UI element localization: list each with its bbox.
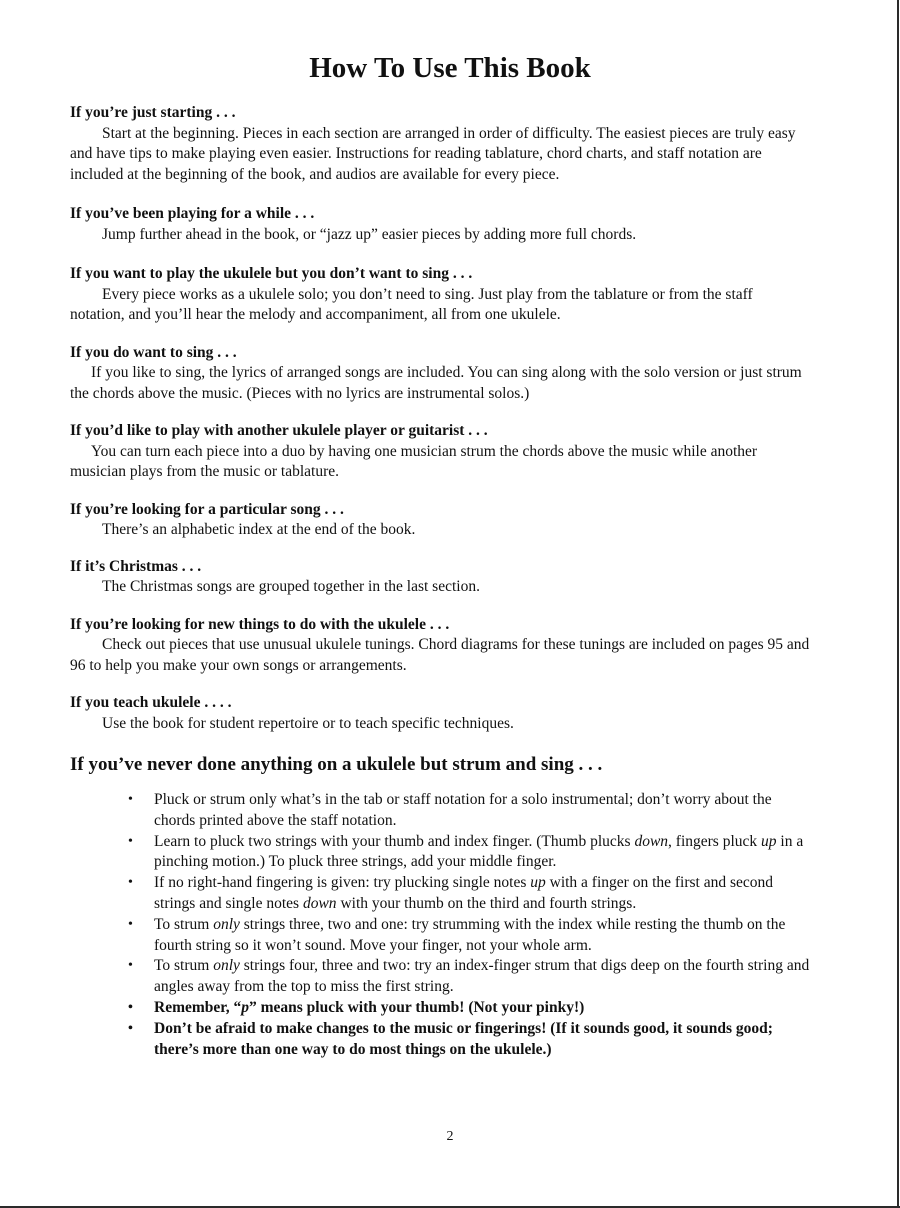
bullet-icon: •: [128, 916, 133, 932]
section-heading: If you’re just starting . . .: [70, 104, 236, 121]
tip-text: strings three, two and one: try strumming with the index while resting the thumb on the fourth string so it won’t sound. Move your finger, not your whole arm.: [154, 915, 786, 954]
page-title: How To Use This Book: [309, 52, 591, 84]
bullet-icon: •: [128, 999, 133, 1015]
section-new-things: [70, 615, 810, 677]
tip-text: Don’t be afraid to make changes to the music or fingerings! (If it sounds good, it sounds good; there’s more than one way to do most things on the ukulele.): [154, 1019, 773, 1058]
section-particular-song: [70, 500, 810, 541]
section-body: Check out pieces that use unusual ukulele tunings. Chord diagrams for these tunings are included on pages 95 and 96 to help you make your own songs or arrangements.: [70, 636, 810, 674]
section-heading: If you’re looking for new things to do with the ukulele . . .: [70, 615, 450, 633]
tip-text: in a pinching motion.) To pluck three strings, add your middle finger.: [154, 832, 804, 871]
section-body: Use the book for student repertoire or to teach specific techniques.: [102, 714, 514, 732]
page-content: [70, 103, 810, 1060]
section-body: Start at the beginning. Pieces in each section are arranged in order of difficulty. The easiest pieces are truly easy and have tips to make playing even easier. Instructions for reading tablature, chord charts, and staff notation are included at the beginning of the book, and audios are available for every piece.: [70, 124, 796, 183]
tip-item: [128, 956, 810, 998]
section-heading: If it’s Christmas . . .: [70, 557, 202, 575]
bullet-icon: •: [128, 833, 133, 849]
tip-text: If no right-hand fingering is given: try plucking single notes: [154, 874, 531, 892]
tip-item: [128, 790, 810, 832]
tip-item: [128, 873, 810, 915]
section-heading: If you teach ukulele . . . .: [70, 694, 232, 711]
tip-text: ” means pluck with your thumb! (Not your pinky!): [248, 998, 585, 1016]
section-heading: If you do want to sing . . .: [70, 343, 237, 361]
tips-list: [70, 790, 810, 1060]
section-play-with-another: [70, 421, 810, 483]
section-heading: If you want to play the ukulele but you don’t want to sing . . .: [70, 265, 473, 282]
tip-emphasis: p: [241, 998, 249, 1016]
section-heading: If you’d like to play with another ukulele player or guitarist . . .: [70, 422, 488, 439]
tip-emphasis: down: [634, 832, 669, 850]
section-just-starting: [70, 103, 810, 185]
section-dont-want-to-sing: [70, 264, 810, 326]
tip-text: with a finger on the first and second strings and single notes: [154, 874, 774, 912]
tip-emphasis: only: [213, 915, 240, 933]
bullet-icon: •: [128, 958, 133, 974]
section-body: If you like to sing, the lyrics of arranged songs are included. You can sing along with the solo version or just strum the chords above the music. (Pieces with no lyrics are instrumental solos.): [70, 364, 802, 402]
page-edge-right: [897, 0, 899, 1208]
tip-emphasis: up: [530, 874, 546, 892]
section-body: Every piece works as a ukulele solo; you don’t need to sing. Just play from the tablature or from the staff notation, and you’ll hear the melody and accompaniment, all from one ukulele.: [70, 285, 753, 323]
tip-item: [128, 915, 810, 957]
tip-item: [128, 998, 810, 1019]
section-body: You can turn each piece into a duo by having one musician strum the chords above the music while another musician plays from the music or tablature.: [70, 442, 758, 480]
tip-emphasis: up: [761, 832, 777, 850]
section-body: The Christmas songs are grouped together in the last section.: [102, 578, 480, 595]
strum-and-sing-heading: If you’ve never done anything on a ukulele but strum and sing . . .: [70, 754, 603, 775]
tip-text: , fingers pluck: [668, 832, 762, 850]
section-playing-a-while: [70, 204, 810, 245]
tip-text: strings four, three and two: try an index-finger strum that digs deep on the fourth string and angles away from the top to miss the first string.: [154, 957, 810, 996]
section-christmas: [70, 557, 810, 598]
tip-item: [128, 832, 810, 874]
tip-text: Pluck or strum only what’s in the tab or staff notation for a solo instrumental; don’t worry about the chords printed above the staff notation.: [154, 791, 772, 829]
tip-item: [128, 1019, 810, 1061]
section-body: There’s an alphabetic index at the end of the book.: [102, 521, 416, 538]
tip-text: To strum: [154, 957, 214, 975]
section-teach-ukulele: [70, 693, 810, 734]
bullet-icon: •: [128, 792, 133, 807]
section-body: Jump further ahead in the book, or “jazz up” easier pieces by adding more full chords.: [102, 225, 637, 243]
bullet-icon: •: [128, 1020, 133, 1036]
tip-text: with your thumb on the third and fourth strings.: [336, 894, 637, 912]
bullet-icon: •: [128, 875, 133, 891]
page-number: 2: [446, 1129, 454, 1144]
tip-text: Learn to pluck two strings with your thumb and index finger. (Thumb plucks: [154, 832, 635, 850]
tip-emphasis: only: [213, 957, 240, 975]
tip-text: Remember, “: [154, 998, 242, 1016]
section-want-to-sing: [70, 343, 810, 405]
section-heading: If you’re looking for a particular song . . .: [70, 500, 344, 518]
tip-text: To strum: [154, 915, 214, 933]
section-heading: If you’ve been playing for a while . . .: [70, 205, 315, 222]
tip-emphasis: down: [302, 894, 337, 912]
